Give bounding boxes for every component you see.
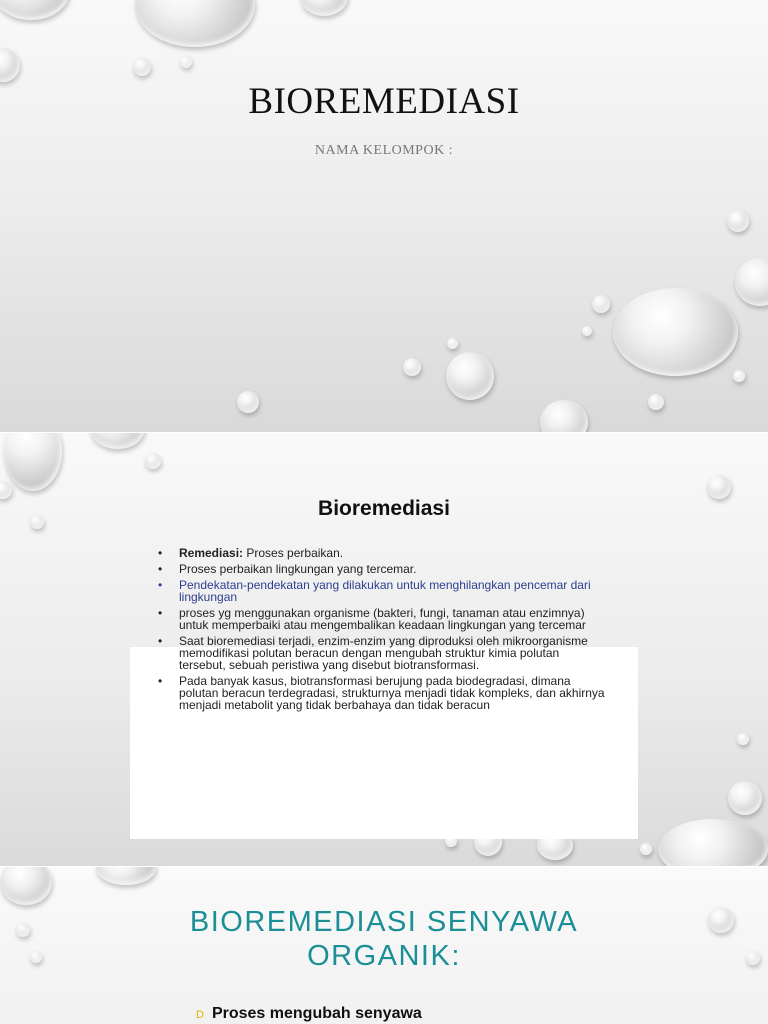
list-item: [158, 579, 608, 603]
bullet-marker: •: [158, 674, 163, 688]
list-item-text: Proses mengubah senyawa: [211, 1005, 422, 1022]
arrow-bullet-icon: D: [196, 1009, 204, 1021]
bullet-list: [158, 547, 608, 715]
bullet-marker: •: [158, 634, 163, 648]
list-item: [196, 1005, 422, 1023]
list-item-text: Proses perbaikan lingkungan yang tercemar.: [179, 562, 417, 576]
bullet-marker: •: [158, 546, 163, 560]
water-drop: [0, 867, 52, 905]
water-drop: [592, 295, 610, 313]
water-drop: [135, 0, 255, 47]
list-item-text: Pada banyak kasus, biotransformasi berujung pada biodegradasi, dimana polutan beracun terdegradasi, strukturnya menjadi tidak kompleks, dan akhirnya menjadi metabolit yang tidak berbahaya dan tidak beracun: [179, 674, 605, 712]
list-item: [158, 563, 608, 575]
water-drop: [540, 400, 588, 432]
water-drop: [737, 733, 749, 745]
water-drop: [707, 475, 731, 499]
slide-title-heading: BIOREMEDIASI: [248, 81, 520, 122]
bullet-marker: •: [158, 562, 163, 576]
list-item: [158, 547, 608, 559]
water-drop: [4, 433, 62, 491]
water-drop: [96, 867, 156, 885]
heading-line-2: ORGANIK:: [307, 940, 461, 972]
bullet-marker: •: [158, 606, 163, 620]
slide-subtitle: NAMA KELOMPOK :: [314, 143, 454, 158]
water-drop: [447, 338, 458, 349]
heading-line-1: BIOREMEDIASI SENYAWA: [189, 906, 579, 938]
water-drop: [90, 433, 145, 449]
slide-bioremediasi: [0, 433, 768, 866]
slide-senyawa-organik: [0, 867, 768, 1024]
list-item-text: proses yg menggunakan organisme (bakteri, fungi, tanaman atau enzimnya) untuk memperbaiki atau mengembalikan keadaan lingkungan yang tercemar: [179, 606, 586, 632]
water-drop: [145, 453, 161, 469]
slide-heading: Bioremediasi: [318, 497, 450, 520]
water-drop: [728, 781, 762, 815]
list-item-text: Saat bioremediasi terjadi, enzim-enzim yang diproduksi oleh mikroorganisme memodifikasi polutan beracun dengan mengubah struktur kimia polutan tersebut, sebuah peristiwa yang disebut biotransformasi.: [179, 634, 588, 672]
water-drop: [640, 843, 652, 855]
term-label: Remediasi:: [179, 546, 244, 560]
water-drop: [133, 58, 151, 76]
list-item: [158, 635, 608, 671]
slide-heading: [0, 905, 768, 973]
slide-title: [0, 0, 768, 432]
water-drop: [180, 56, 192, 68]
water-drop: [300, 0, 348, 16]
water-drop: [733, 370, 745, 382]
list-item: [158, 607, 608, 631]
water-drop: [613, 288, 738, 376]
water-drop: [582, 326, 592, 336]
water-drop: [648, 394, 664, 410]
water-drop: [237, 391, 259, 413]
water-drop: [0, 48, 20, 82]
water-drop: [446, 352, 494, 400]
list-item: [158, 675, 608, 711]
list-item-text: Pendekatan-pendekatan yang dilakukan untuk menghilangkan pencemar dari lingkungan: [179, 578, 591, 604]
water-drop: [0, 0, 70, 20]
water-drop: [658, 819, 768, 866]
list-item-text: Proses perbaikan.: [243, 546, 344, 560]
bullet-marker: •: [158, 578, 163, 592]
water-drop: [403, 358, 421, 376]
water-drop: [727, 210, 749, 232]
water-drop: [735, 258, 768, 306]
